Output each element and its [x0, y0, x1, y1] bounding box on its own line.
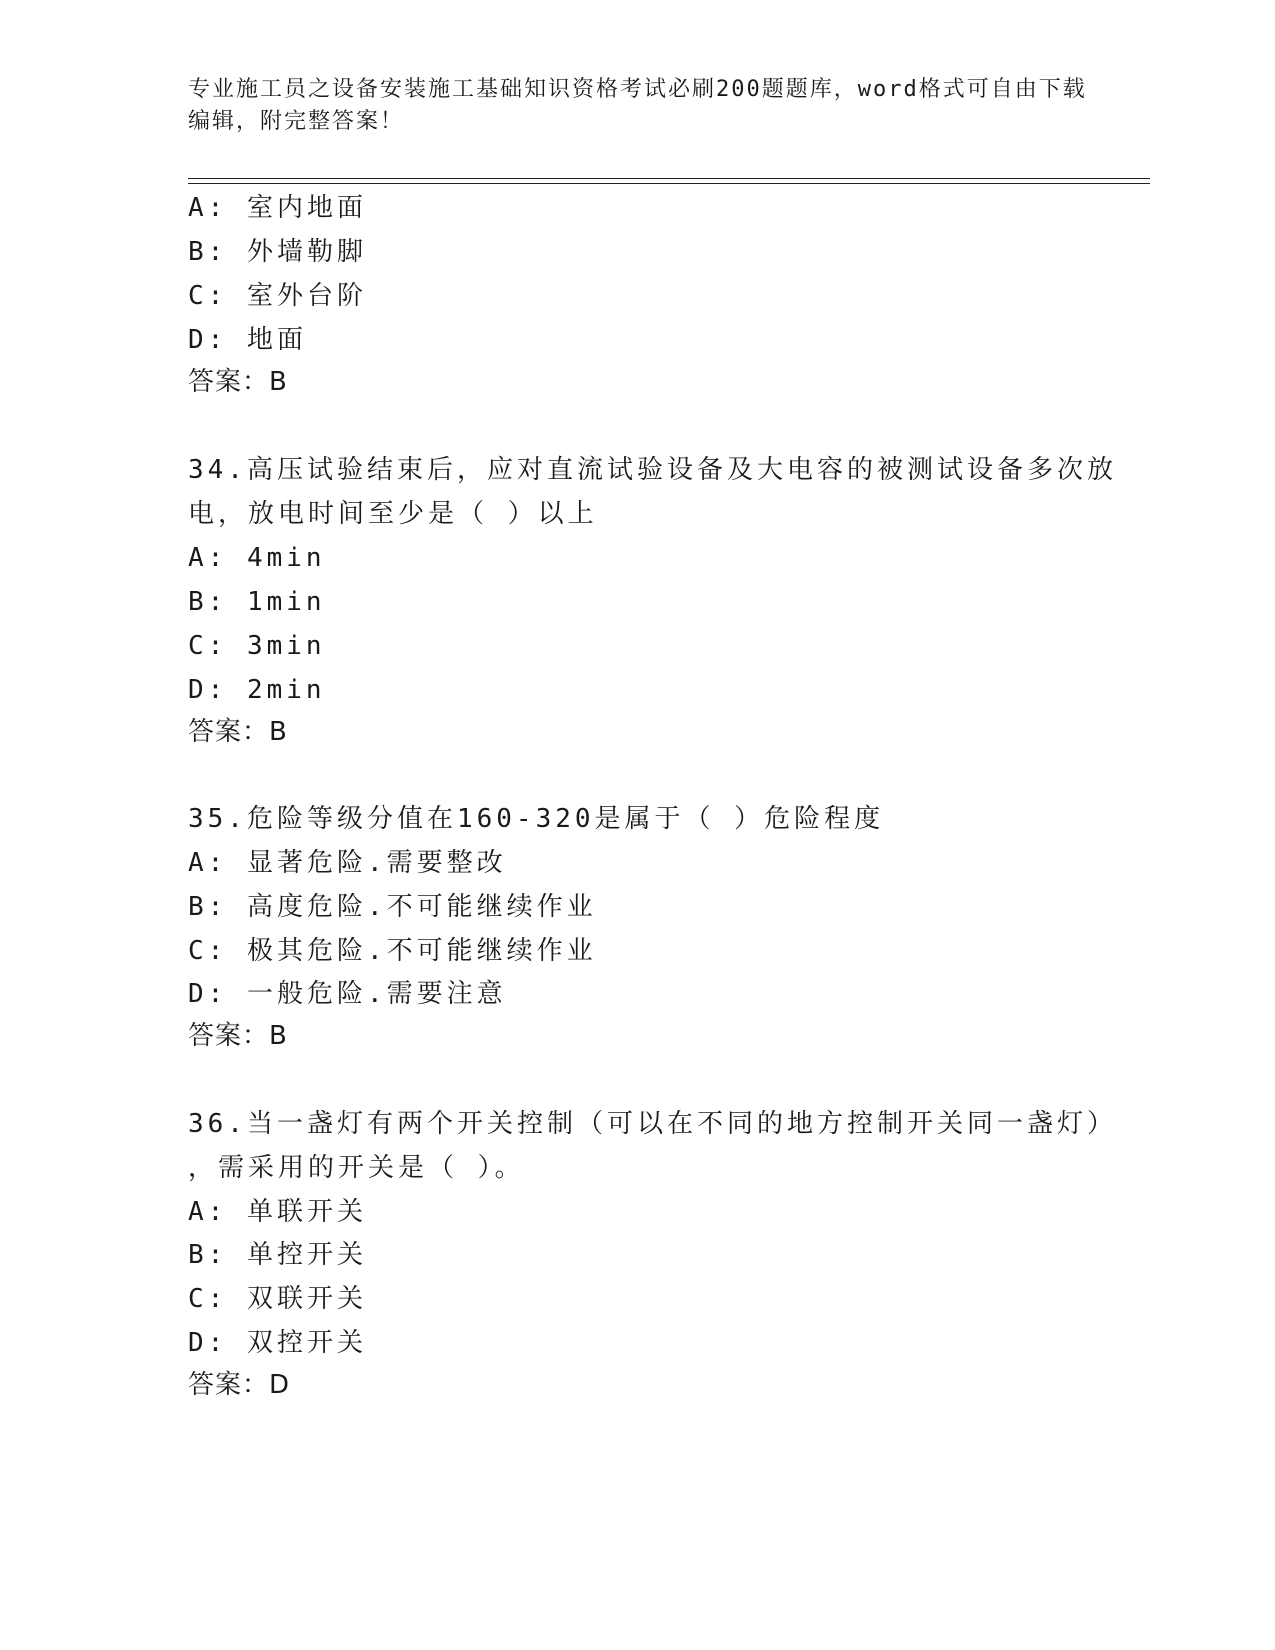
q36-option-c: C: 双联开关 — [188, 1284, 367, 1314]
q33-option-b: B: 外墙勒脚 — [188, 237, 367, 267]
q35-option-b: B: 高度危险.不可能继续作业 — [188, 892, 597, 922]
q34-option-b: B: 1min — [188, 587, 326, 617]
q36-option-a: A: 单联开关 — [188, 1197, 367, 1227]
q36-stem-line-2: ，需采用的开关是（ ）。 — [188, 1153, 525, 1183]
q33-option-a: A: 室内地面 — [188, 193, 367, 223]
q33-answer: 答案：B — [188, 367, 288, 397]
q33-option-c: C: 室外台阶 — [188, 281, 367, 311]
q34-answer: 答案：B — [188, 717, 288, 747]
q35-option-a: A: 显著危险.需要整改 — [188, 848, 507, 878]
q34-stem-line-2: 电，放电时间至少是（ ）以上 — [188, 499, 598, 529]
q34-stem-line-1: 34.高压试验结束后，应对直流试验设备及大电容的被测试设备多次放 — [188, 455, 1117, 485]
q36-stem-line-1: 36.当一盏灯有两个开关控制（可以在不同的地方控制开关同一盏灯） — [188, 1109, 1117, 1139]
q34-option-a: A: 4min — [188, 543, 326, 573]
q36-answer: 答案：D — [188, 1370, 291, 1400]
q34-option-d: D: 2min — [188, 675, 326, 705]
q34-option-c: C: 3min — [188, 631, 326, 661]
document-header: 专业施工员之设备安装施工基础知识资格考试必刷200题题库，word格式可自由下载编辑，附完整答案！ — [188, 77, 1087, 134]
q35-option-d: D: 一般危险.需要注意 — [188, 979, 507, 1009]
header-rule-top — [188, 178, 1150, 179]
header-rule-bottom — [188, 183, 1150, 184]
q36-option-b: B: 单控开关 — [188, 1240, 367, 1270]
q35-stem-line-1: 35.危险等级分值在160-320是属于（ ）危险程度 — [188, 804, 885, 834]
q35-option-c: C: 极其危险.不可能继续作业 — [188, 936, 597, 966]
q35-answer: 答案：B — [188, 1021, 288, 1051]
q33-option-d: D: 地面 — [188, 325, 307, 355]
q36-option-d: D: 双控开关 — [188, 1328, 367, 1358]
